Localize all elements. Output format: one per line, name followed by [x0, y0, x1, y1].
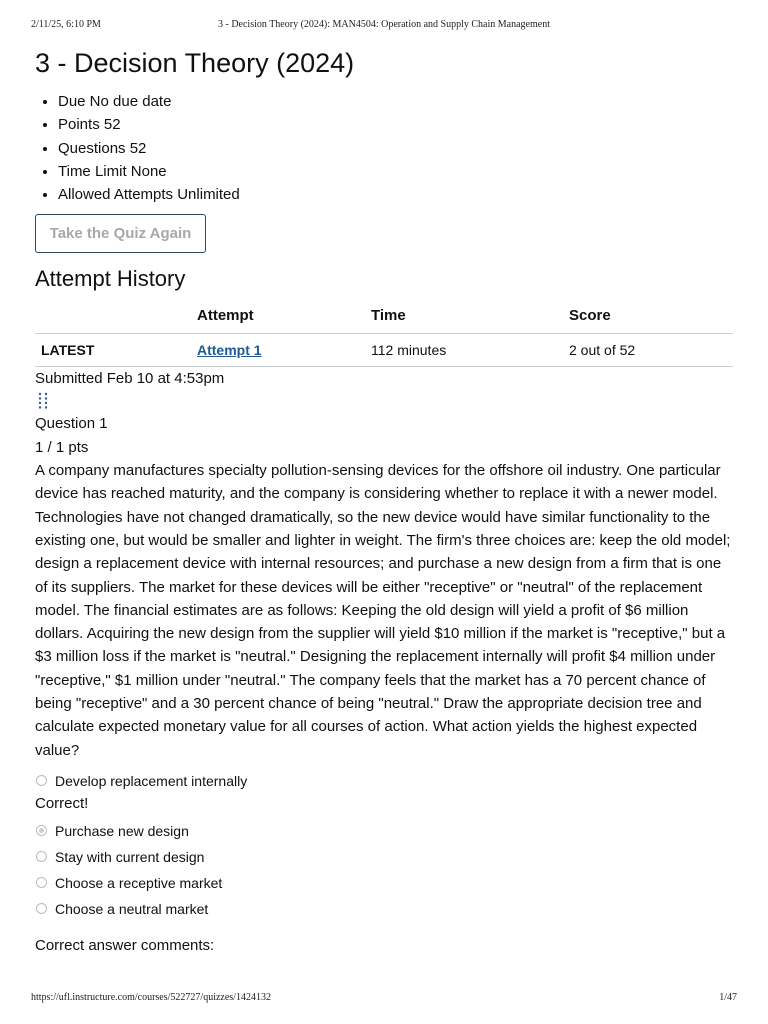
question-text: A company manufactures specialty pollution-sensing devices for the offshore oil industry. One particular device has reached maturity, and the company is considering whether to replace it with a newer model. Technologies have not changed dramatically, so the new device would have similar functionality to the existing one, but would be smaller and lighter in weight. The firm's three choices are: keep the old model; design a replacement device with internal resources; and purchase a new design from a firm that is one of its suppliers. The market for these devices will be either "receptive" or "neutral" of the replacement model. The financial estimates are as follows: Keeping the old design will yield a profit of $6 million dollars. Acquiring the new design from the supplier will yield $10 million if the market is "receptive," but a $3 million loss if the market is "neutral." Designing the replacement internally will profit $4 million under "receptive," $1 million under "neutral." The company feels that the market has a 70 percent chance of being "receptive" and a 30 percent chance of being "neutral." Draw the appropriate decision tree and calculate expected monetary value for all courses of action. What action yields the highest expected value? — [35, 462, 731, 759]
correct-flag: Correct! — [35, 794, 89, 812]
table-row — [35, 334, 733, 367]
print-page-number: 1/47 — [719, 992, 737, 1003]
answer-label: Purchase new design — [55, 822, 189, 839]
radio-icon[interactable] — [36, 775, 47, 786]
header-blank — [35, 305, 197, 334]
drag-handle-icon[interactable] — [37, 392, 49, 410]
answer-option[interactable] — [35, 844, 733, 870]
quiz-content — [35, 46, 733, 956]
radio-icon[interactable] — [36, 877, 47, 888]
correct-answer-comments: Correct answer comments: — [35, 936, 215, 954]
print-header — [31, 19, 737, 33]
answer-label: Develop replacement internally — [55, 772, 248, 789]
quiz-details-list — [35, 90, 733, 206]
answer-label: Stay with current design — [55, 848, 205, 865]
answer-option-selected[interactable] — [35, 818, 733, 844]
attempt-cell — [197, 334, 371, 367]
radio-selected-icon[interactable] — [36, 825, 47, 836]
detail-due: • Due No due date — [58, 90, 733, 113]
answer-label: Choose a neutral market — [55, 900, 209, 917]
answer-label: Choose a receptive market — [55, 874, 223, 891]
answer-option[interactable] — [35, 896, 733, 922]
header-attempt: Attempt — [197, 305, 371, 334]
latest-label: LATEST — [35, 334, 197, 367]
print-url: https://ufl.instructure.com/courses/522727/quizzes/1424132 — [31, 992, 271, 1003]
radio-icon[interactable] — [36, 851, 47, 862]
attempt-1-link[interactable]: Attempt 1 — [197, 342, 262, 359]
print-date: 2/11/25, 6:10 PM — [31, 19, 101, 30]
detail-questions: • Questions 52 — [58, 137, 733, 160]
answer-option[interactable] — [35, 870, 733, 896]
take-quiz-again-button[interactable]: Take the Quiz Again — [35, 214, 206, 253]
score-cell: 2 out of 52 — [569, 334, 733, 367]
question-label: Question 1 — [35, 415, 108, 433]
detail-time-limit: • Time Limit None — [58, 160, 733, 183]
radio-icon[interactable] — [36, 903, 47, 914]
detail-allowed-attempts: • Allowed Attempts Unlimited — [58, 183, 733, 206]
time-cell: 112 minutes — [371, 334, 569, 367]
attempt-history-title: Attempt History — [35, 266, 186, 292]
attempt-history-table — [35, 305, 733, 367]
header-score: Score — [569, 305, 733, 334]
answer-list — [35, 768, 733, 922]
header-time: Time — [371, 305, 569, 334]
print-title: 3 - Decision Theory (2024): MAN4504: Operation and Supply Chain Management — [218, 19, 550, 30]
page-title: 3 - Decision Theory (2024) — [35, 48, 355, 78]
print-footer — [31, 992, 737, 1006]
answer-option[interactable] — [35, 768, 733, 794]
table-header-row — [35, 305, 733, 334]
detail-points: • Points 52 — [58, 113, 733, 136]
question-points: 1 / 1 pts — [35, 438, 89, 456]
submitted-time: Submitted Feb 10 at 4:53pm — [35, 370, 225, 388]
